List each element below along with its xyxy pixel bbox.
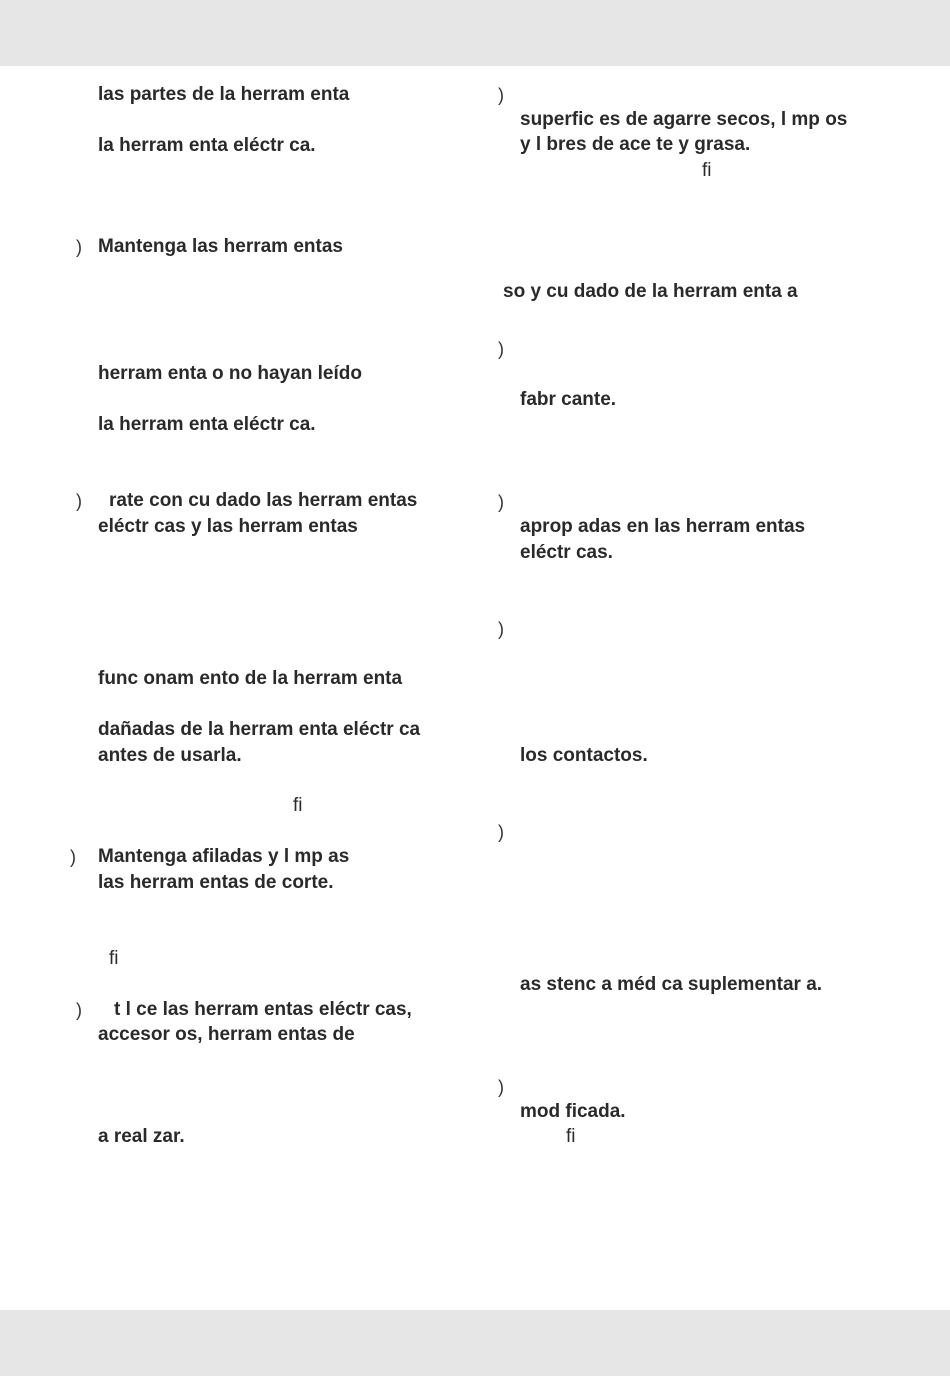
text-line: y l bres de ace te y grasa. (520, 134, 751, 155)
text-line: dañadas de la herram enta eléctr ca (98, 719, 421, 740)
item-marker: ) (498, 822, 504, 842)
ligature-fragment: fi (109, 948, 119, 969)
text-line: eléctr cas y las herram entas (98, 516, 358, 537)
item-marker: ) (76, 237, 82, 257)
item-heading: Mantenga afiladas y l mp as (98, 846, 350, 867)
text-line: func onam ento de la herram enta (98, 668, 403, 689)
ligature-fragment: fi (702, 160, 712, 181)
bottom-band (0, 1310, 950, 1376)
text-line: aprop adas en las herram entas (520, 516, 806, 537)
text-line: antes de usarla. (98, 745, 242, 766)
item-marker: ) (498, 492, 504, 512)
section-heading: so y cu dado de la herram enta a (503, 281, 798, 302)
item-marker: ) (76, 1000, 82, 1020)
text-line: superfic es de agarre secos, l mp os (520, 109, 848, 130)
ligature-fragment: fi (293, 795, 303, 816)
item-heading: Mantenga las herram entas (98, 236, 343, 257)
text-line: la herram enta eléctr ca. (98, 414, 316, 435)
text-line: accesor os, herram entas de (98, 1024, 355, 1045)
text-line: mod ficada. (520, 1101, 626, 1122)
ligature-fragment: fi (566, 1126, 576, 1147)
item-marker: ) (498, 85, 504, 105)
text-line: a real zar. (98, 1126, 185, 1147)
item-heading: t l ce las herram entas eléctr cas, (114, 999, 412, 1020)
text-line: fabr cante. (520, 389, 617, 410)
item-marker: ) (76, 491, 82, 511)
text-line: los contactos. (520, 745, 648, 766)
top-band (0, 0, 950, 66)
text-line: la herram enta eléctr ca. (98, 135, 316, 156)
item-marker: ) (498, 1077, 504, 1097)
item-marker: ) (70, 847, 76, 867)
text-line: eléctr cas. (520, 542, 613, 563)
item-heading: rate con cu dado las herram entas (109, 490, 418, 511)
item-marker: ) (498, 339, 504, 359)
text-line: herram enta o no hayan leído (98, 363, 362, 384)
item-marker: ) (498, 619, 504, 639)
text-line: las partes de la herram enta (98, 84, 350, 105)
text-line: as stenc a méd ca suplementar a. (520, 974, 823, 995)
text-line: las herram entas de corte. (98, 872, 334, 893)
